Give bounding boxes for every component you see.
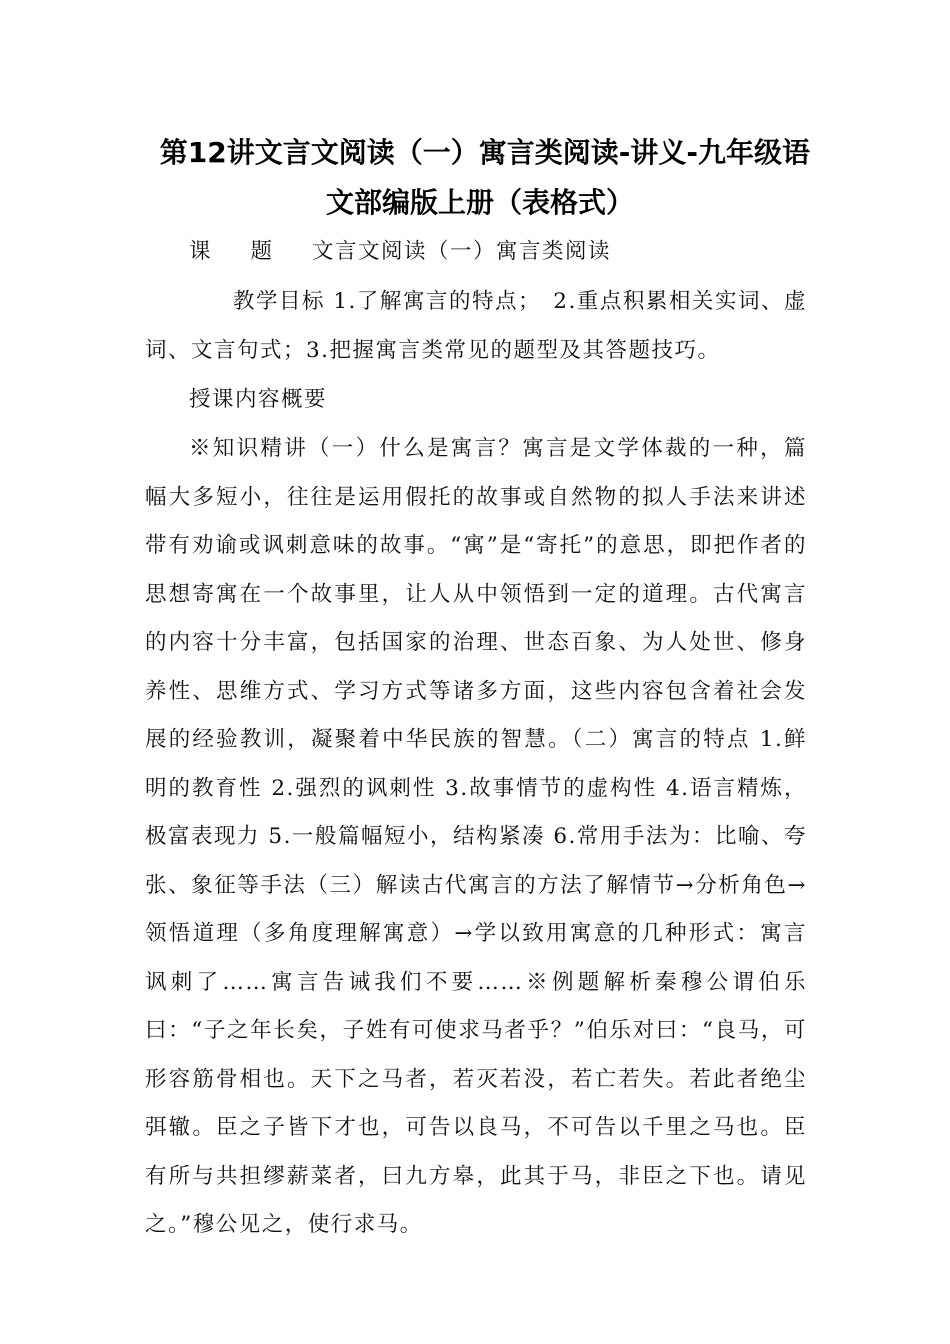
document-title-line-2: 文部编版上册（表格式） — [325, 186, 634, 219]
document-title-line-1: 第12讲文言文阅读（一）寓言类阅读-讲义-九年级语 — [159, 136, 810, 169]
topic-row — [145, 228, 851, 276]
summary-row — [145, 376, 851, 424]
teaching-goals-label: 教学目标 — [233, 289, 326, 314]
topic-label: 课题 — [189, 239, 313, 264]
teaching-goals-block — [145, 278, 807, 375]
lesson-content-paragraph: ※知识精讲（一）什么是寓言？寓言是文学体裁的一种，篇幅大多短小，往往是运用假托的故事或自然物的拟人手法来讲述带有劝谕或讽刺意味的故事。“寓”是“寄托”的意思，即把作者的思想寄寓在一个故事里，让人从中领悟到一定的道理。古代寓言的内容十分丰富，包括国家的治理、世态百象、为人处世、修身养性、思维方式、学习方式等诸多方面，这些内容包含着社会发展的经验教训，凝聚着中华民族的智慧。（二）寓言的特点 1.鲜明的教育性 2.强烈的讽刺性 3.故事情节的虚构性 4.语言精炼，极富表现力 5.一般篇幅短小，结构紧凑 6.常用手法为：比喻、夸张、象征等手法（三）解读古代寓言的方法了解情节→分析角色→领悟道理（多角度理解寓意）→学以致用寓意的几种形式：寓言讽刺了……寓言告诫我们不要……※例题解析秦穆公谓伯乐曰：“子之年长矣，子姓有可使求马者乎？”伯乐对曰：“良马，可形容筋骨相也。天下之马者，若灭若没，若亡若失。若此者绝尘弭辙。臣之子皆下才也，可告以良马，不可告以千里之马也。臣有所与共担缪薪菜者，曰九方皋，此其于马，非臣之下也。请见之。”穆公见之，使行求马。 — [145, 436, 807, 1237]
teaching-goals-text: 1.了解寓言的特点； 2.重点积累相关实词、虚词、文言句式；3.把握寓言类常见的题型及其答题技巧。 — [145, 289, 807, 363]
topic-value: 文言文阅读（一）寓言类阅读 — [312, 239, 612, 264]
summary-label: 授课内容概要 — [189, 387, 328, 412]
lesson-content-block — [145, 425, 807, 1250]
teaching-goals-paragraph — [145, 278, 807, 375]
